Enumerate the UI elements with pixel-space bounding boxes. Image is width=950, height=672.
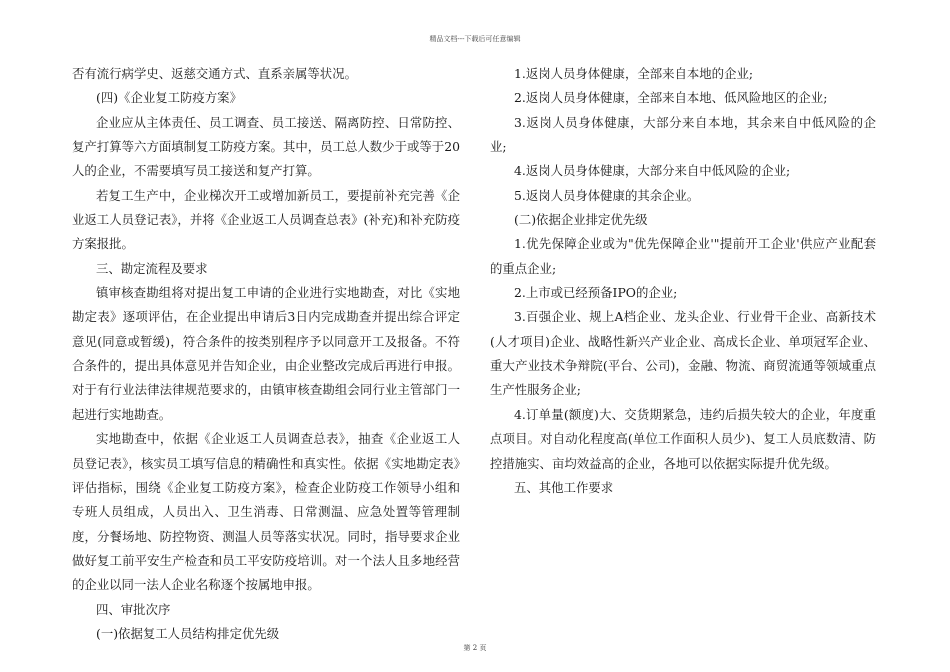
page-number: 第 2 页 (463, 644, 487, 652)
section-heading: 三、勘定流程及要求 (96, 260, 208, 276)
page-header: 精品文档---下载后可任意编辑 (429, 35, 521, 43)
right-column (490, 62, 876, 500)
list-item: 2.返岗人员身体健康，全部来自本地、低风险地区的企业; (514, 90, 828, 106)
list-item: 5.返岗人员身体健康的其余企业。 (514, 187, 700, 203)
section-heading: (二)依据企业排定优先级 (514, 212, 648, 228)
section-heading: (一)依据复工人员结构排定优先级 (96, 625, 280, 641)
list-item: 2.上市或已经预备IPO的企业; (514, 285, 678, 301)
paragraph: 镇审核查勘组将对提出复工申请的企业进行实地勘查，对比《实地勘定表》逐项评估，在企业提出申请后3日内完成勘查并提出综合评定意见(同意或暂缓)，符合条件的按类别程序予以同意开工及报备。不符合条件的，提出具体意见并告知企业，由企业整改完成后再进行申报。对于有行业法律法律规范要求的，由镇审核查勘组会同行业主管部门一起进行实地勘查。 (72, 285, 460, 422)
paragraph: 实地勘查中，依据《企业返工人员调查总表》，抽查《企业返工人员登记表》，核实员工填写信息的精确性和真实性。依据《实地勘定表》评估指标，围绕《企业复工防疫方案》，检查企业防疫工作领导小组和专班人员组成，人员出入、卫生消毒、日常测温、应急处置等管理制度，分餐场地、防控物资、测温人员等落实状况。同时，指导要求企业做好复工前平安生产检查和员工平安防疫培训。对一个法人且多地经营的企业以同一法人企业名称逐个按属地申报。 (72, 431, 460, 593)
list-item: 4.返岗人员身体健康，大部分来自中低风险的企业; (514, 163, 791, 179)
section-heading: 五、其他工作要求 (514, 479, 614, 495)
paragraph: 否有流行病学史、返慈交通方式、直系亲属等状况。 (72, 66, 357, 81)
left-column (72, 62, 460, 646)
list-item: 3.百强企业、规上A档企业、龙头企业、行业骨干企业、高新技术(人才项目)企业、战略性新兴产业企业、高成长企业、单项冠军企业、重大产业技术争辩院(平台、公司)，金融、物流、商贸流通等领域重点生产性服务企业; (490, 309, 876, 398)
section-heading: (四)《企业复工防疫方案》 (96, 90, 242, 106)
paragraph: 企业应从主体责任、员工调查、员工接送、隔离防控、日常防控、复产打算等六方面填制复工防疫方案。其中，员工总人数少于或等于20人的企业，不需要填写员工接送和复产打算。 (72, 114, 460, 179)
list-item: 4.订单量(额度)大、交货期紧急，违约后损失较大的企业，年度重点项目。对自动化程度高(单位工作面积人员少)、复工人员底数清、防控措施实、亩均效益高的企业，各地可以依据实际提升优先级。 (490, 406, 876, 471)
section-heading: 四、审批次序 (96, 601, 171, 617)
list-item: 1.优先保障企业或为"优先保障企业'"提前开工企业'供应产业配套的重点企业; (490, 236, 876, 276)
list-item: 3.返岗人员身体健康，大部分来自本地，其余来自中低风险的企业; (490, 114, 876, 155)
paragraph: 若复工生产中，企业梯次开工或增加新员工，要提前补充完善《企业返工人员登记表》，并将《企业返工人员调查总表》(补充)和补充防疫方案报批。 (72, 187, 460, 252)
list-item: 1.返岗人员身体健康，全部来自本地的企业; (514, 66, 754, 81)
